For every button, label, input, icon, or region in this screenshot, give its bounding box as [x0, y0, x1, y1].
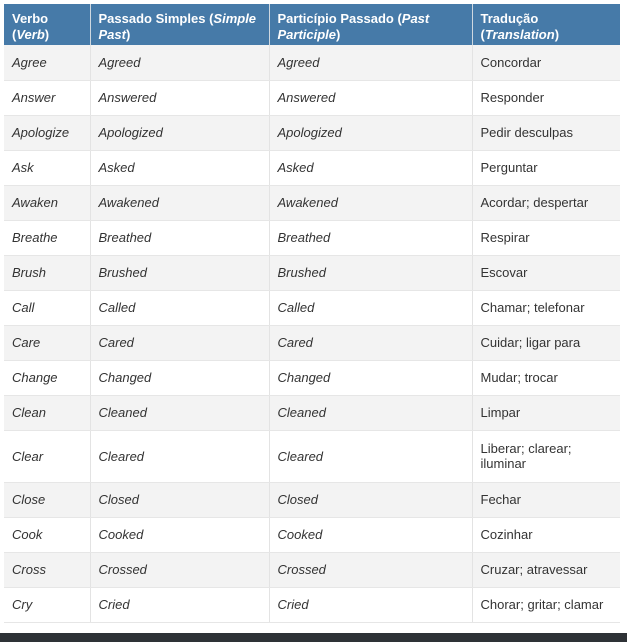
header-past-participle-label: Particípio Passado [277, 11, 398, 26]
cell-simple-past: Cried [90, 587, 269, 622]
table-row [4, 430, 620, 482]
cell-verb: Change [4, 360, 90, 395]
cell-past-participle: Crossed [269, 552, 472, 587]
bottom-bar [0, 633, 627, 642]
cell-simple-past: Breathed [90, 220, 269, 255]
cell-past-participle: Closed [269, 482, 472, 517]
header-translation-paren-close: ) [554, 27, 560, 42]
cell-translation: Acordar; despertar [472, 185, 620, 220]
cell-translation: Limpar [472, 395, 620, 430]
header-translation-english: Translation [484, 27, 555, 42]
table-row [4, 185, 620, 220]
cell-verb: Cry [4, 587, 90, 622]
header-past-participle [269, 4, 472, 45]
table-body [4, 45, 620, 622]
cell-past-participle: Cooked [269, 517, 472, 552]
cell-translation: Escovar [472, 255, 620, 290]
table-row [4, 325, 620, 360]
cell-verb: Breathe [4, 220, 90, 255]
cell-verb: Care [4, 325, 90, 360]
table-row [4, 255, 620, 290]
cell-verb: Clean [4, 395, 90, 430]
table-row [4, 45, 620, 80]
header-row [4, 4, 620, 45]
table-row [4, 80, 620, 115]
cell-simple-past: Agreed [90, 45, 269, 80]
cell-verb: Cook [4, 517, 90, 552]
cell-translation: Mudar; trocar [472, 360, 620, 395]
header-verb-label: Verbo [12, 11, 49, 26]
cell-translation: Concordar [472, 45, 620, 80]
cell-verb: Cross [4, 552, 90, 587]
cell-verb: Agree [4, 45, 90, 80]
cell-translation: Chorar; gritar; clamar [472, 587, 620, 622]
cell-past-participle: Breathed [269, 220, 472, 255]
header-past-participle-english: Past Participle [277, 11, 430, 42]
header-verb-paren-open: ( [12, 27, 17, 42]
header-translation-label: Tradução [480, 11, 539, 26]
cell-translation: Cruzar; atravessar [472, 552, 620, 587]
verb-table [4, 4, 620, 623]
cell-translation: Perguntar [472, 150, 620, 185]
cell-past-participle: Answered [269, 80, 472, 115]
table-row [4, 150, 620, 185]
cell-past-participle: Agreed [269, 45, 472, 80]
cell-translation: Cuidar; ligar para [472, 325, 620, 360]
cell-past-participle: Cleaned [269, 395, 472, 430]
cell-simple-past: Cared [90, 325, 269, 360]
cell-translation: Fechar [472, 482, 620, 517]
cell-translation: Respirar [472, 220, 620, 255]
cell-verb: Ask [4, 150, 90, 185]
table-row [4, 360, 620, 395]
cell-verb: Clear [4, 430, 90, 482]
cell-simple-past: Cleaned [90, 395, 269, 430]
table-row [4, 220, 620, 255]
cell-past-participle: Asked [269, 150, 472, 185]
cell-past-participle: Changed [269, 360, 472, 395]
table-row [4, 552, 620, 587]
table-row [4, 290, 620, 325]
table-row [4, 517, 620, 552]
cell-simple-past: Crossed [90, 552, 269, 587]
header-simple-past-paren-open: ( [209, 11, 214, 26]
table-row [4, 395, 620, 430]
cell-past-participle: Cared [269, 325, 472, 360]
header-simple-past-label: Passado Simples [98, 11, 210, 26]
cell-verb: Apologize [4, 115, 90, 150]
cell-translation: Chamar; telefonar [472, 290, 620, 325]
cell-translation: Pedir desculpas [472, 115, 620, 150]
cell-simple-past: Changed [90, 360, 269, 395]
cell-translation: Cozinhar [472, 517, 620, 552]
cell-past-participle: Cleared [269, 430, 472, 482]
cell-simple-past: Apologized [90, 115, 269, 150]
cell-past-participle: Cried [269, 587, 472, 622]
header-simple-past [90, 4, 269, 45]
cell-simple-past: Asked [90, 150, 269, 185]
cell-past-participle: Apologized [269, 115, 472, 150]
header-simple-past-english: Simple Past [98, 11, 257, 42]
table-header [4, 4, 620, 45]
cell-translation: Responder [472, 80, 620, 115]
header-simple-past-paren-close: ) [125, 27, 131, 42]
header-verb-english: Verb [16, 27, 45, 42]
cell-simple-past: Brushed [90, 255, 269, 290]
cell-simple-past: Cooked [90, 517, 269, 552]
header-past-participle-paren-close: ) [336, 27, 341, 42]
cell-verb: Answer [4, 80, 90, 115]
table-row [4, 482, 620, 517]
cell-verb: Call [4, 290, 90, 325]
cell-simple-past: Answered [90, 80, 269, 115]
cell-simple-past: Called [90, 290, 269, 325]
cell-verb: Close [4, 482, 90, 517]
cell-simple-past: Closed [90, 482, 269, 517]
cell-translation: Liberar; clarear; iluminar [472, 430, 620, 482]
cell-simple-past: Awakened [90, 185, 269, 220]
cell-past-participle: Called [269, 290, 472, 325]
header-past-participle-paren-open: ( [397, 11, 402, 26]
table-row [4, 587, 620, 622]
cell-verb: Brush [4, 255, 90, 290]
header-verb-paren-close: ) [44, 27, 50, 42]
header-translation [472, 4, 620, 45]
cell-past-participle: Awakened [269, 185, 472, 220]
header-verb [4, 4, 90, 45]
cell-past-participle: Brushed [269, 255, 472, 290]
table-row [4, 115, 620, 150]
header-translation-paren-open: ( [480, 27, 485, 42]
cell-verb: Awaken [4, 185, 90, 220]
cell-simple-past: Cleared [90, 430, 269, 482]
